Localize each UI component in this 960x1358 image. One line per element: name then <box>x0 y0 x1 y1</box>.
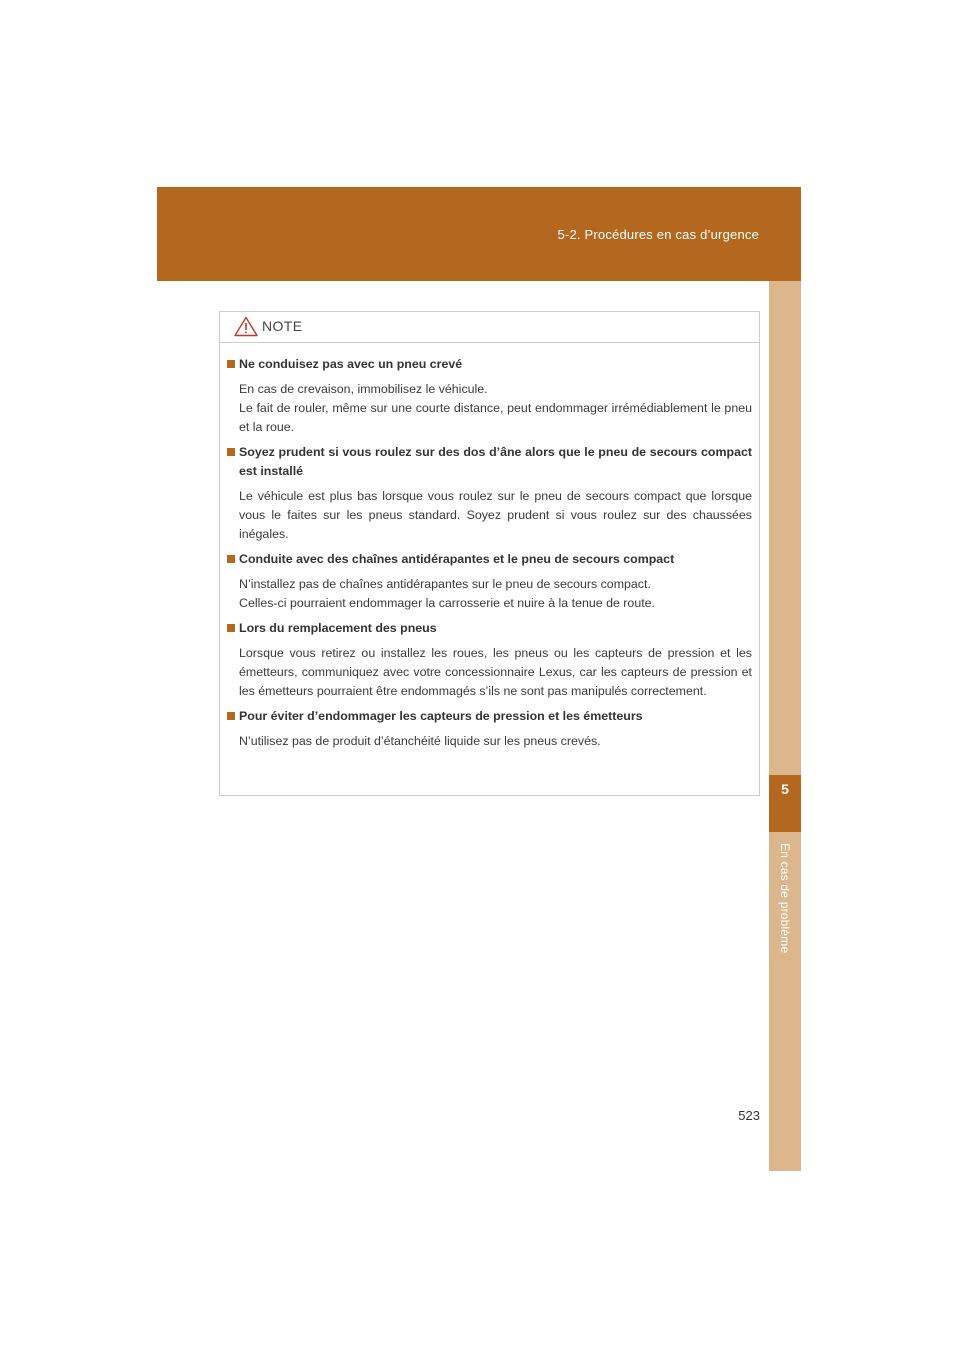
section-paragraph: Lorsque vous retirez ou installez les roues, les pneus ou les capteurs de pression et les émetteurs, communiquez avec votre concessionnaire Lexus, car les capteurs de pression et les émetteurs pourraient être endommagés s’ils ne sont pas manipulés correctement. <box>239 646 752 698</box>
chapter-label-text: En cas de problème <box>778 843 792 954</box>
header-band <box>157 187 801 281</box>
square-bullet-icon <box>227 360 235 368</box>
side-strip <box>769 281 801 1171</box>
note-box <box>219 311 760 796</box>
section-heading: Pour éviter d’endommager les capteurs de pression et les émetteurs <box>227 707 752 726</box>
note-section <box>227 443 752 544</box>
section-paragraph: Le véhicule est plus bas lorsque vous roulez sur le pneu de secours compact que lorsque vous le faites sur les pneus standard. Soyez prudent si vous roulez sur des chaussées inégales. <box>239 489 752 541</box>
note-section <box>227 619 752 701</box>
section-paragraph: Celles-ci pourraient endommager la carrosserie et nuire à la tenue de route. <box>239 596 655 610</box>
note-title: NOTE <box>262 318 303 334</box>
note-body <box>220 343 759 751</box>
square-bullet-icon <box>227 555 235 563</box>
warning-triangle-icon <box>234 316 258 337</box>
square-bullet-icon <box>227 712 235 720</box>
note-section <box>227 707 752 751</box>
note-header <box>220 312 759 343</box>
note-section <box>227 355 752 437</box>
note-section <box>227 550 752 613</box>
section-paragraph: En cas de crevaison, immobilisez le véhicule. <box>239 382 488 396</box>
chapter-number: 5 <box>781 781 789 797</box>
square-bullet-icon <box>227 624 235 632</box>
section-title: 5-2. Procédures en cas d’urgence <box>557 227 759 242</box>
page-number: 523 <box>738 1108 760 1123</box>
section-paragraph: N’installez pas de chaînes antidérapantes sur le pneu de secours compact. <box>239 577 651 591</box>
section-heading: Conduite avec des chaînes antidérapantes et le pneu de secours compact <box>227 550 752 569</box>
chapter-tab <box>769 775 801 832</box>
section-heading: Lors du remplacement des pneus <box>227 619 752 638</box>
section-paragraph: N’utilisez pas de produit d’étanchéité liquide sur les pneus crevés. <box>239 734 601 748</box>
section-heading: Soyez prudent si vous roulez sur des dos d’âne alors que le pneu de secours compact est installé <box>227 443 752 481</box>
square-bullet-icon <box>227 448 235 456</box>
section-paragraph: Le fait de rouler, même sur une courte distance, peut endommager irrémédiablement le pneu et la roue. <box>239 401 752 434</box>
section-heading: Ne conduisez pas avec un pneu crevé <box>227 355 752 374</box>
